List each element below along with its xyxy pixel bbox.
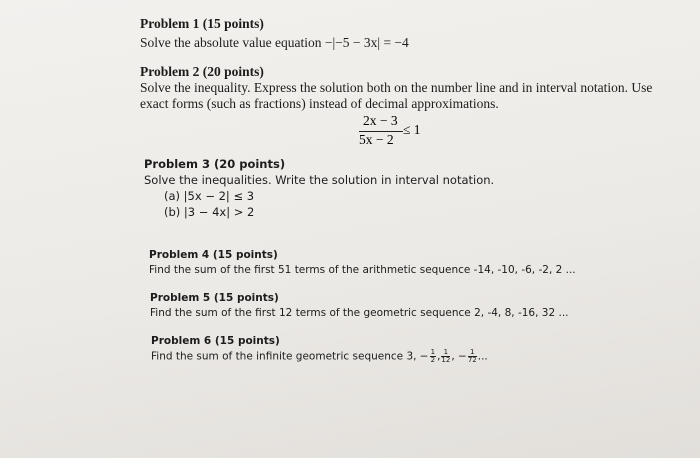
- problem-1-text: Solve the absolute value equation −|−5 − 3x| = −4: [140, 35, 409, 50]
- problem-4-title: Problem 4 (15 points): [149, 249, 278, 261]
- sequence-term-2: [430, 349, 436, 364]
- term-4-denominator: 72: [467, 356, 477, 364]
- problem-6-title: Problem 6 (15 points): [151, 335, 280, 347]
- problem-1-title: Problem 1 (15 points): [140, 16, 264, 31]
- term-2-denominator: 2: [430, 356, 436, 364]
- problem-4-text: Find the sum of the first 51 terms of the arithmetic sequence -14, -10, -6, -2, 2 ...: [149, 264, 576, 276]
- term-4-numerator: 1: [468, 349, 477, 357]
- problem-5-title: Problem 5 (15 points): [150, 292, 279, 304]
- problem-6-text-lead: Find the sum of the infinite geometric sequence 3, −: [151, 350, 429, 363]
- separator-1: ,: [437, 350, 441, 363]
- inequality-relation: ≤ 1: [403, 122, 421, 137]
- problem-4: [149, 248, 576, 278]
- problem-5-text: Find the sum of the first 12 terms of the geometric sequence 2, -4, 8, -16, 32 ...: [150, 307, 569, 319]
- fraction-denominator: 5x − 2: [359, 132, 394, 147]
- term-3-numerator: 1: [441, 349, 450, 357]
- problem-2-title: Problem 2 (20 points): [140, 64, 264, 79]
- fraction-numerator: 2x − 3: [363, 113, 398, 128]
- term-2-numerator: 1: [430, 348, 436, 356]
- sequence-term-3: [441, 349, 450, 364]
- problem-5: [150, 291, 569, 321]
- problem-2-text-line1: Solve the inequality. Express the solution both on the number line and in interval notation. Use: [140, 80, 653, 95]
- problem-2: [140, 64, 653, 112]
- separator-2: , −: [451, 350, 467, 363]
- problem-2-text-line2: exact forms (such as fractions) instead of decimal approximations.: [140, 96, 499, 111]
- problem-6-text: [151, 349, 488, 365]
- term-3-denominator: 12: [441, 356, 451, 364]
- problem-3-title: Problem 3 (20 points): [144, 157, 286, 171]
- problem-6: [151, 334, 488, 365]
- problem-3-part-a: (a) |5x − 2| ≤ 3: [164, 189, 255, 203]
- problem-1: [140, 14, 409, 52]
- problem-3-text: Solve the inequalities. Write the solution in interval notation.: [144, 173, 495, 187]
- problem-3: [144, 156, 494, 220]
- problem-3-part-b: (b) |3 − 4x| > 2: [164, 205, 255, 219]
- sequence-ellipsis: ...: [477, 350, 488, 363]
- sequence-term-4: [468, 349, 477, 364]
